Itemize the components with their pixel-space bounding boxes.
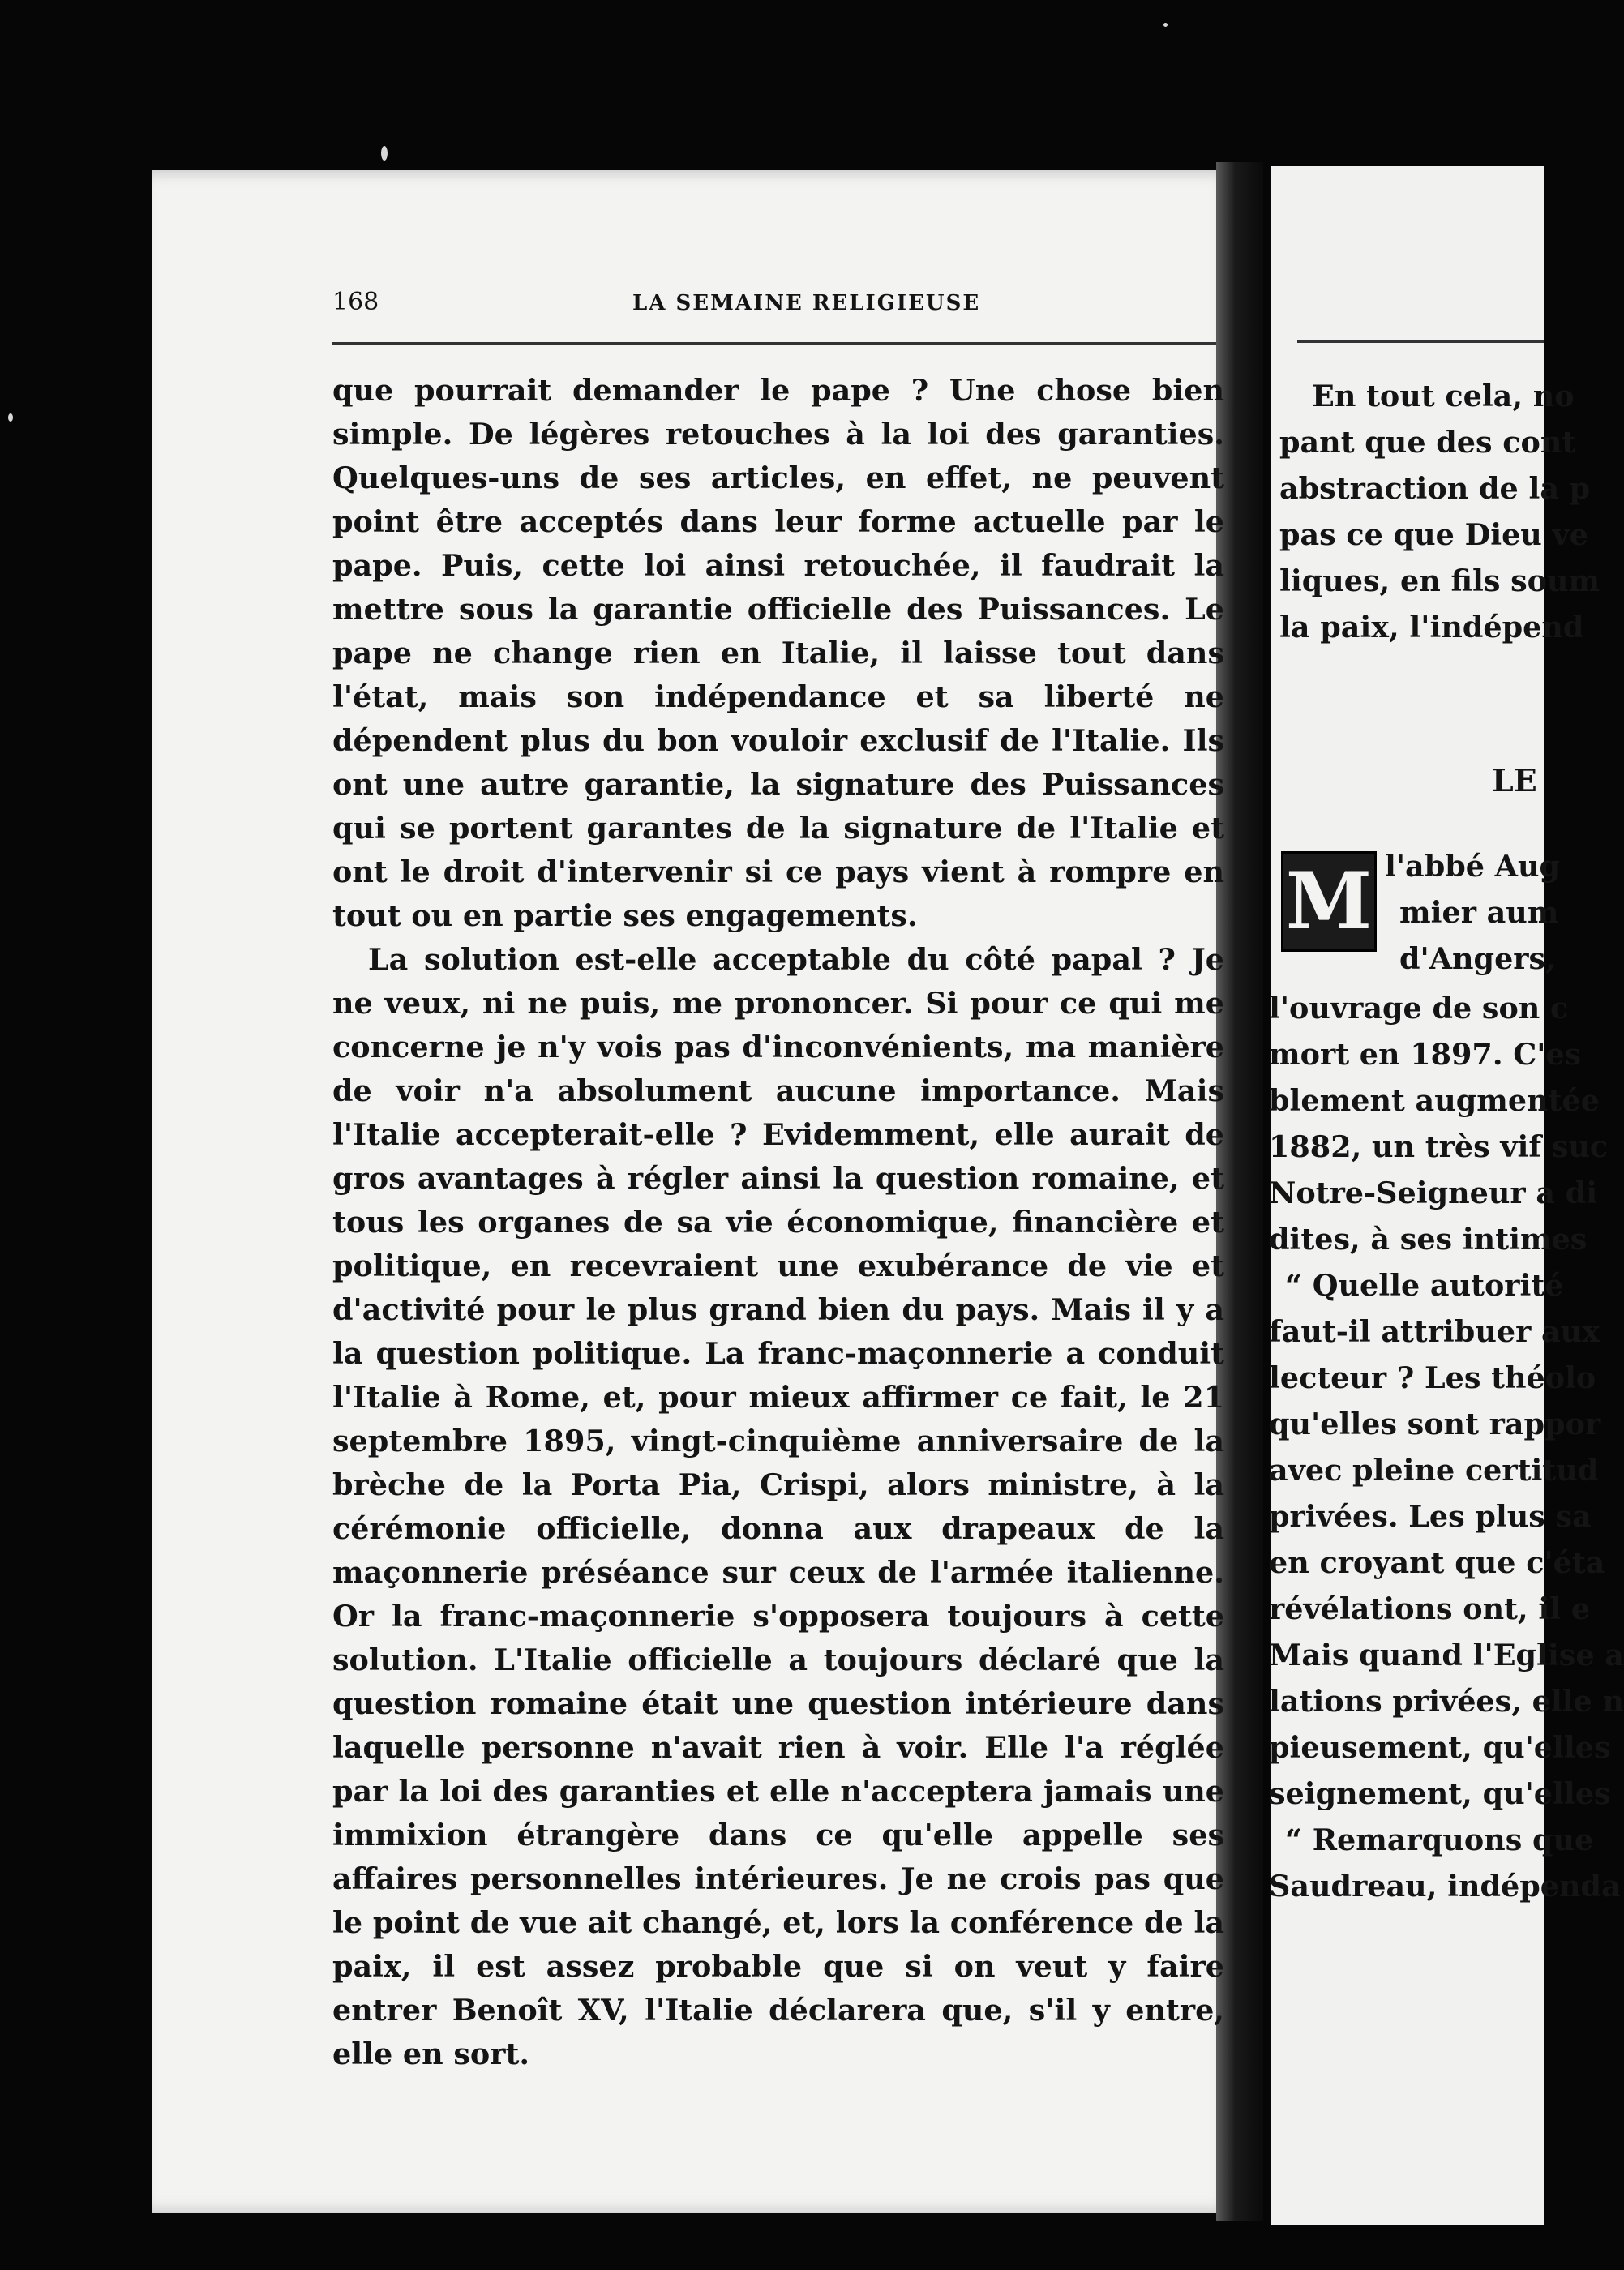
- text-line: seignement, qu'elles: [1269, 1776, 1611, 1811]
- text-line: pieusement, qu'elles: [1269, 1730, 1611, 1765]
- text-line: abstraction de la p: [1279, 471, 1591, 506]
- text-line: l'abbé Aug: [1385, 849, 1561, 884]
- page-number: 168: [332, 288, 379, 316]
- right-page-top-text: [1279, 373, 1600, 650]
- dust-speck: [8, 413, 13, 422]
- text-line: 1882, un très vif suc: [1269, 1129, 1609, 1164]
- text-line: avec pleine certitud: [1269, 1453, 1599, 1488]
- paragraph: que pourrait demander le pape ? Une chose bien simple. De légères retouches à la loi des garanties. Quelques-uns de ses articles, en effet, ne peuvent point être acceptés dans leur forme actuelle par le pape. Puis, cette loi ainsi retouchée, il faudrait la mettre sous la garantie officielle des Puissances. Le pape ne change rien en Italie, il laisse tout dans l'état, mais son indépendance et sa liberté ne dépendent plus du bon vouloir exclusif de l'Italie. Ils ont une autre garantie, la signature des Puissances qui se portent garantes de la signature de l'Italie et ont le droit d'intervenir si ce pays vient à rompre en tout ou en partie ses engagements.: [332, 373, 1224, 933]
- text-line: la paix, l'indépend: [1279, 610, 1584, 645]
- dropcap-text: [1385, 843, 1560, 982]
- right-page-lower-text: [1269, 985, 1624, 1909]
- text-line: pant que des cont: [1279, 425, 1576, 460]
- text-line: Saudreau, indépenda: [1269, 1869, 1621, 1904]
- text-line: révélations ont, il e: [1269, 1591, 1591, 1626]
- right-header-rule: [1297, 340, 1544, 343]
- text-line: en croyant que c'éta: [1269, 1545, 1605, 1580]
- text-line: “ Remarquons que: [1285, 1822, 1594, 1857]
- journal-title: LA SEMAINE RELIGIEUSE: [632, 291, 981, 315]
- text-line: pas ce que Dieu ve: [1279, 517, 1588, 552]
- text-line: mort en 1897. C'es: [1269, 1037, 1582, 1072]
- running-head: [178, 288, 1224, 320]
- text-line: “ Quelle autorité: [1285, 1268, 1564, 1303]
- text-line: qu'elles sont rappor: [1269, 1407, 1601, 1441]
- text-line: En tout cela, no: [1312, 379, 1575, 413]
- dust-speck: [1163, 23, 1168, 27]
- paragraph: La solution est-elle acceptable du côté papal ? Je ne veux, ni ne puis, me prononcer. Si pour ce qui me concerne je n'y vois pas d'inconvénients, ma manière de voir n'a absolument aucune importance. Mais l'Italie accepterait-elle ? Evidemment, elle aurait de gros avantages à régler ainsi la question romaine, et tous les organes de sa vie économique, financière et politique, en recevraient une exubérance de vie et d'activité pour le plus grand bien du pays. Mais il y a la question politique. La franc-maçonnerie a conduit l'Italie à Rome, et, pour mieux affirmer ce fait, le 21 septembre 1895, vingt-cinquième anniversaire de la brèche de la Porta Pia, Crispi, alors ministre, à la cérémonie officielle, donna aux drapeaux de la maçonnerie préséance sur ceux de l'armée italienne. Or la franc-maçonnerie s'opposera toujours à cette solution. L'Italie officielle a toujours déclaré que la question romaine était une question intérieure dans laquelle personne n'avait rien à voir. Elle l'a réglée par la loi des garanties et elle n'acceptera jamais une immixion étrangère dans ce qu'elle appelle ses affaires personnelles intérieures. Je ne crois pas que le point de vue ait changé, et, lors la conférence de la paix, il est assez probable que si on veut y faire entrer Benoît XV, l'Italie déclarera que, s'il y entre, elle en sort.: [332, 942, 1224, 2071]
- text-line: d'Angers,: [1399, 941, 1556, 976]
- header-rule: [332, 342, 1216, 345]
- dropcap-initial: M: [1281, 851, 1377, 952]
- text-line: lations privées, elle n: [1269, 1684, 1624, 1719]
- text-line: blement augmentée: [1269, 1083, 1600, 1118]
- text-line: privées. Les plus sa: [1269, 1499, 1592, 1534]
- text-line: dites, à ses intimes: [1269, 1222, 1588, 1257]
- text-line: mier aum: [1399, 895, 1559, 930]
- dust-speck: [381, 146, 388, 161]
- text-line: faut-il attribuer aux: [1269, 1314, 1600, 1349]
- section-heading: LE: [1492, 762, 1537, 799]
- text-line: l'ouvrage de son c: [1269, 991, 1569, 1026]
- text-line: lecteur ? Les théolo: [1269, 1360, 1596, 1395]
- text-line: Notre-Seigneur a di: [1269, 1176, 1598, 1210]
- text-line: Mais quand l'Eglise a: [1269, 1638, 1624, 1673]
- text-line: liques, en fils soum: [1279, 563, 1600, 598]
- left-page-body: [332, 369, 1224, 2076]
